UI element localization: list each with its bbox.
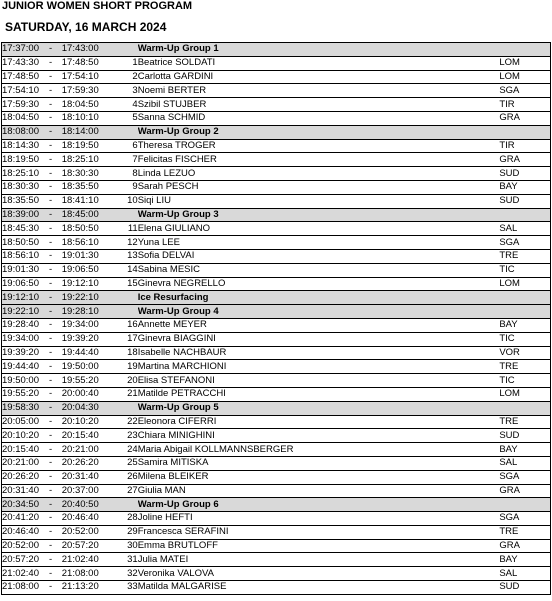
nation-code: SUD [499, 429, 550, 443]
skater-name: Linda LEZUO [138, 167, 500, 181]
start-number: 10 [120, 194, 137, 208]
skater-name: Annette MEYER [138, 318, 500, 332]
end-time: 19:34:00 [62, 318, 121, 332]
nation-code: SAL [499, 567, 550, 581]
skater-name: Sarah PESCH [138, 180, 500, 194]
skater-row [2, 456, 551, 470]
time-separator: - [39, 291, 61, 305]
end-time: 18:45:00 [62, 208, 121, 222]
start-number: 5 [120, 111, 137, 125]
end-time: 19:28:10 [62, 305, 121, 319]
skater-row [2, 387, 551, 401]
skater-name: Isabelle NACHBAUR [138, 346, 500, 360]
time-separator: - [39, 581, 61, 595]
start-time: 19:39:20 [2, 346, 39, 358]
group-row [2, 291, 551, 305]
nation-code: TRE [499, 415, 550, 429]
start-time: 19:34:00 [2, 333, 39, 345]
start-time: 18:08:00 [2, 126, 39, 138]
end-time: 19:22:10 [62, 291, 121, 305]
start-number: 25 [120, 456, 137, 470]
end-time: 18:30:30 [62, 167, 121, 181]
skater-row [2, 180, 551, 194]
start-number: 31 [120, 553, 137, 567]
start-time: 18:35:50 [2, 195, 39, 207]
start-number: 6 [120, 139, 137, 153]
time-separator: - [39, 56, 61, 70]
nation-code: GRA [499, 111, 550, 125]
start-number: 15 [120, 277, 137, 291]
start-number: 8 [120, 167, 137, 181]
group-label: Warm-Up Group 4 [138, 305, 500, 319]
start-number: 30 [120, 539, 137, 553]
time-separator: - [39, 429, 61, 443]
end-time: 20:52:00 [62, 525, 121, 539]
time-separator: - [39, 498, 61, 512]
start-time: 19:28:40 [2, 319, 39, 331]
start-number: 33 [120, 581, 137, 595]
start-time: 20:52:00 [2, 540, 39, 552]
group-row [2, 498, 551, 512]
skater-name: Chiara MINIGHINI [138, 429, 500, 443]
time-separator: - [39, 484, 61, 498]
start-number [120, 208, 137, 222]
group-row [2, 125, 551, 139]
start-number: 20 [120, 374, 137, 388]
time-separator: - [39, 456, 61, 470]
start-number [120, 401, 137, 415]
end-time: 20:00:40 [62, 387, 121, 401]
start-time: 20:10:20 [2, 429, 39, 441]
time-separator: - [39, 125, 61, 139]
start-time: 18:30:30 [2, 181, 39, 193]
group-label: Ice Resurfacing [138, 291, 500, 305]
start-time: 18:25:10 [2, 167, 39, 179]
time-separator: - [39, 208, 61, 222]
start-number: 28 [120, 512, 137, 526]
skater-name: Ginevra BIAGGINI [138, 332, 500, 346]
skater-row [2, 512, 551, 526]
skater-row [2, 484, 551, 498]
start-time: 17:43:30 [2, 57, 39, 69]
time-separator: - [39, 401, 61, 415]
start-time: 19:06:50 [2, 277, 39, 289]
nation-code: TRE [499, 249, 550, 263]
nation-code: SUD [499, 167, 550, 181]
skater-name: Martina MARCHIONI [138, 360, 500, 374]
skater-name: Sanna SCHMID [138, 111, 500, 125]
start-time: 18:39:00 [2, 208, 39, 220]
skater-row [2, 539, 551, 553]
start-number [120, 305, 137, 319]
nation-code: BAY [499, 318, 550, 332]
time-separator: - [39, 153, 61, 167]
end-time: 20:26:20 [62, 456, 121, 470]
skater-name: Theresa TROGER [138, 139, 500, 153]
start-time: 20:34:50 [2, 498, 39, 510]
time-separator: - [39, 236, 61, 250]
nation-code [499, 305, 550, 319]
end-time: 20:57:20 [62, 539, 121, 553]
skater-name: Sofia DELVAI [138, 249, 500, 263]
time-separator: - [39, 70, 61, 84]
nation-code: SGA [499, 470, 550, 484]
start-number: 22 [120, 415, 137, 429]
skater-name: Emma BRUTLOFF [138, 539, 500, 553]
nation-code [499, 125, 550, 139]
start-number: 13 [120, 249, 137, 263]
skater-row [2, 167, 551, 181]
group-row [2, 305, 551, 319]
end-time: 19:44:40 [62, 346, 121, 360]
nation-code: TIR [499, 98, 550, 112]
end-time: 17:54:10 [62, 70, 121, 84]
start-number: 16 [120, 318, 137, 332]
time-separator: - [39, 360, 61, 374]
end-time: 18:14:00 [62, 125, 121, 139]
skater-row [2, 249, 551, 263]
skater-name: Francesca SERAFINI [138, 525, 500, 539]
group-label: Warm-Up Group 5 [138, 401, 500, 415]
start-time: 20:57:20 [2, 553, 39, 565]
nation-code: VOR [499, 346, 550, 360]
time-separator: - [39, 84, 61, 98]
nation-code: LOM [499, 387, 550, 401]
start-time: 20:15:40 [2, 443, 39, 455]
skater-row [2, 153, 551, 167]
end-time: 17:59:30 [62, 84, 121, 98]
skater-name: Yuna LEE [138, 236, 500, 250]
skater-name: Siqi LIU [138, 194, 500, 208]
end-time: 19:55:20 [62, 374, 121, 388]
nation-code: GRA [499, 484, 550, 498]
nation-code: TRE [499, 360, 550, 374]
start-number: 19 [120, 360, 137, 374]
time-separator: - [39, 553, 61, 567]
skater-name: Sabina MESIC [138, 263, 500, 277]
time-separator: - [39, 194, 61, 208]
time-separator: - [39, 98, 61, 112]
end-time: 21:02:40 [62, 553, 121, 567]
end-time: 19:50:00 [62, 360, 121, 374]
skater-name: Noemi BERTER [138, 84, 500, 98]
start-time: 17:54:10 [2, 84, 39, 96]
skater-row [2, 346, 551, 360]
nation-code: SUD [499, 194, 550, 208]
skater-row [2, 194, 551, 208]
skater-row [2, 236, 551, 250]
nation-code: GRA [499, 153, 550, 167]
time-separator: - [39, 374, 61, 388]
end-time: 17:43:00 [62, 43, 121, 57]
start-time: 18:50:50 [2, 236, 39, 248]
end-time: 17:48:50 [62, 56, 121, 70]
end-time: 19:39:20 [62, 332, 121, 346]
end-time: 21:08:00 [62, 567, 121, 581]
skater-row [2, 332, 551, 346]
end-time: 19:12:10 [62, 277, 121, 291]
end-time: 18:50:50 [62, 222, 121, 236]
start-number: 27 [120, 484, 137, 498]
start-time: 20:41:20 [2, 512, 39, 524]
time-separator: - [39, 415, 61, 429]
skater-row [2, 553, 551, 567]
nation-code: BAY [499, 180, 550, 194]
skater-name: Elena GIULIANO [138, 222, 500, 236]
nation-code: TRE [499, 525, 550, 539]
time-separator: - [39, 525, 61, 539]
end-time: 18:35:50 [62, 180, 121, 194]
nation-code: TIC [499, 263, 550, 277]
nation-code: SGA [499, 84, 550, 98]
skater-row [2, 318, 551, 332]
start-time: 20:46:40 [2, 526, 39, 538]
time-separator: - [39, 167, 61, 181]
time-separator: - [39, 43, 61, 57]
time-separator: - [39, 470, 61, 484]
nation-code: SAL [499, 222, 550, 236]
end-time: 20:15:40 [62, 429, 121, 443]
start-number: 2 [120, 70, 137, 84]
start-number: 11 [120, 222, 137, 236]
start-number: 24 [120, 443, 137, 457]
end-time: 18:10:10 [62, 111, 121, 125]
start-time: 19:44:40 [2, 360, 39, 372]
start-time: 18:45:30 [2, 222, 39, 234]
start-number: 9 [120, 180, 137, 194]
skater-row [2, 360, 551, 374]
skater-name: Matilda MALGARISE [138, 581, 500, 595]
start-time: 19:01:30 [2, 264, 39, 276]
nation-code: SGA [499, 236, 550, 250]
start-time: 19:58:30 [2, 402, 39, 414]
skater-row [2, 567, 551, 581]
nation-code: TIC [499, 374, 550, 388]
start-number: 23 [120, 429, 137, 443]
skater-name: Maria Abigail KOLLMANNSBERGER [138, 443, 500, 457]
start-time: 18:04:50 [2, 112, 39, 124]
start-number [120, 498, 137, 512]
skater-row [2, 277, 551, 291]
group-label: Warm-Up Group 2 [138, 125, 500, 139]
start-number: 12 [120, 236, 137, 250]
start-number: 14 [120, 263, 137, 277]
skater-name: Veronika VALOVA [138, 567, 500, 581]
group-row [2, 208, 551, 222]
nation-code: BAY [499, 443, 550, 457]
end-time: 20:37:00 [62, 484, 121, 498]
skater-row [2, 415, 551, 429]
end-time: 20:10:20 [62, 415, 121, 429]
nation-code: TIC [499, 332, 550, 346]
time-separator: - [39, 539, 61, 553]
group-row [2, 401, 551, 415]
skater-name: Ginevra NEGRELLO [138, 277, 500, 291]
start-number: 4 [120, 98, 137, 112]
skater-name: Elisa STEFANONI [138, 374, 500, 388]
time-separator: - [39, 387, 61, 401]
skater-name: Szibil STUJBER [138, 98, 500, 112]
skater-row [2, 56, 551, 70]
start-number: 7 [120, 153, 137, 167]
end-time: 20:40:50 [62, 498, 121, 512]
end-time: 18:19:50 [62, 139, 121, 153]
start-number: 26 [120, 470, 137, 484]
nation-code: LOM [499, 70, 550, 84]
end-time: 18:41:10 [62, 194, 121, 208]
end-time: 20:31:40 [62, 470, 121, 484]
start-time: 20:05:00 [2, 415, 39, 427]
nation-code: TIR [499, 139, 550, 153]
start-number [120, 43, 137, 57]
start-time: 18:14:30 [2, 139, 39, 151]
time-separator: - [39, 222, 61, 236]
start-time: 19:55:20 [2, 388, 39, 400]
nation-code [499, 43, 550, 57]
event-date: SATURDAY, 16 MARCH 2024 [5, 20, 167, 34]
start-number: 32 [120, 567, 137, 581]
end-time: 20:46:40 [62, 512, 121, 526]
time-separator: - [39, 318, 61, 332]
skater-row [2, 84, 551, 98]
start-number [120, 125, 137, 139]
nation-code: GRA [499, 539, 550, 553]
start-number [120, 291, 137, 305]
start-time: 19:22:10 [2, 305, 39, 317]
document-title: JUNIOR WOMEN SHORT PROGRAM [2, 0, 193, 12]
end-time: 19:06:50 [62, 263, 121, 277]
start-time: 17:37:00 [2, 43, 39, 55]
start-number: 1 [120, 56, 137, 70]
starting-order-table [1, 42, 551, 595]
start-time: 19:12:10 [2, 291, 39, 303]
skater-row [2, 70, 551, 84]
nation-code [499, 498, 550, 512]
skater-row [2, 443, 551, 457]
nation-code: SGA [499, 512, 550, 526]
end-time: 18:25:10 [62, 153, 121, 167]
skater-name: Felicitas FISCHER [138, 153, 500, 167]
end-time: 19:01:30 [62, 249, 121, 263]
nation-code: BAY [499, 553, 550, 567]
time-separator: - [39, 180, 61, 194]
nation-code [499, 291, 550, 305]
group-label: Warm-Up Group 1 [138, 43, 500, 57]
start-time: 21:08:00 [2, 581, 39, 593]
time-separator: - [39, 346, 61, 360]
nation-code [499, 208, 550, 222]
time-separator: - [39, 512, 61, 526]
start-time: 20:26:20 [2, 471, 39, 483]
start-number: 18 [120, 346, 137, 360]
skater-row [2, 263, 551, 277]
start-time: 18:19:50 [2, 153, 39, 165]
skater-name: Samira MITISKA [138, 456, 500, 470]
nation-code [499, 401, 550, 415]
skater-row [2, 470, 551, 484]
time-separator: - [39, 249, 61, 263]
schedule-rows [2, 43, 551, 595]
skater-name: Carlotta GARDINI [138, 70, 500, 84]
group-label: Warm-Up Group 3 [138, 208, 500, 222]
time-separator: - [39, 111, 61, 125]
start-number: 3 [120, 84, 137, 98]
skater-row [2, 525, 551, 539]
skater-name: Milena BLEIKER [138, 470, 500, 484]
skater-row [2, 581, 551, 595]
skater-name: Joline HEFTI [138, 512, 500, 526]
end-time: 18:56:10 [62, 236, 121, 250]
end-time: 18:04:50 [62, 98, 121, 112]
nation-code: SAL [499, 456, 550, 470]
start-time: 17:48:50 [2, 70, 39, 82]
start-time: 17:59:30 [2, 98, 39, 110]
start-time: 19:50:00 [2, 374, 39, 386]
time-separator: - [39, 305, 61, 319]
start-time: 20:21:00 [2, 457, 39, 469]
start-time: 18:56:10 [2, 250, 39, 262]
nation-code: LOM [499, 277, 550, 291]
nation-code: SUD [499, 581, 550, 595]
time-separator: - [39, 139, 61, 153]
group-row [2, 43, 551, 57]
group-label: Warm-Up Group 6 [138, 498, 500, 512]
end-time: 20:21:00 [62, 443, 121, 457]
skater-name: Beatrice SOLDATI [138, 56, 500, 70]
skater-name: Eleonora CIFERRI [138, 415, 500, 429]
end-time: 21:13:20 [62, 581, 121, 595]
skater-row [2, 374, 551, 388]
skater-name: Giulia MAN [138, 484, 500, 498]
time-separator: - [39, 277, 61, 291]
start-time: 20:31:40 [2, 484, 39, 496]
time-separator: - [39, 567, 61, 581]
skater-name: Matilde PETRACCHI [138, 387, 500, 401]
skater-row [2, 222, 551, 236]
start-number: 21 [120, 387, 137, 401]
skater-row [2, 139, 551, 153]
end-time: 20:04:30 [62, 401, 121, 415]
start-number: 17 [120, 332, 137, 346]
skater-row [2, 429, 551, 443]
time-separator: - [39, 263, 61, 277]
skater-row [2, 111, 551, 125]
skater-row [2, 98, 551, 112]
start-time: 21:02:40 [2, 567, 39, 579]
start-number: 29 [120, 525, 137, 539]
skater-name: Julia MATEI [138, 553, 500, 567]
nation-code: LOM [499, 56, 550, 70]
time-separator: - [39, 332, 61, 346]
time-separator: - [39, 443, 61, 457]
